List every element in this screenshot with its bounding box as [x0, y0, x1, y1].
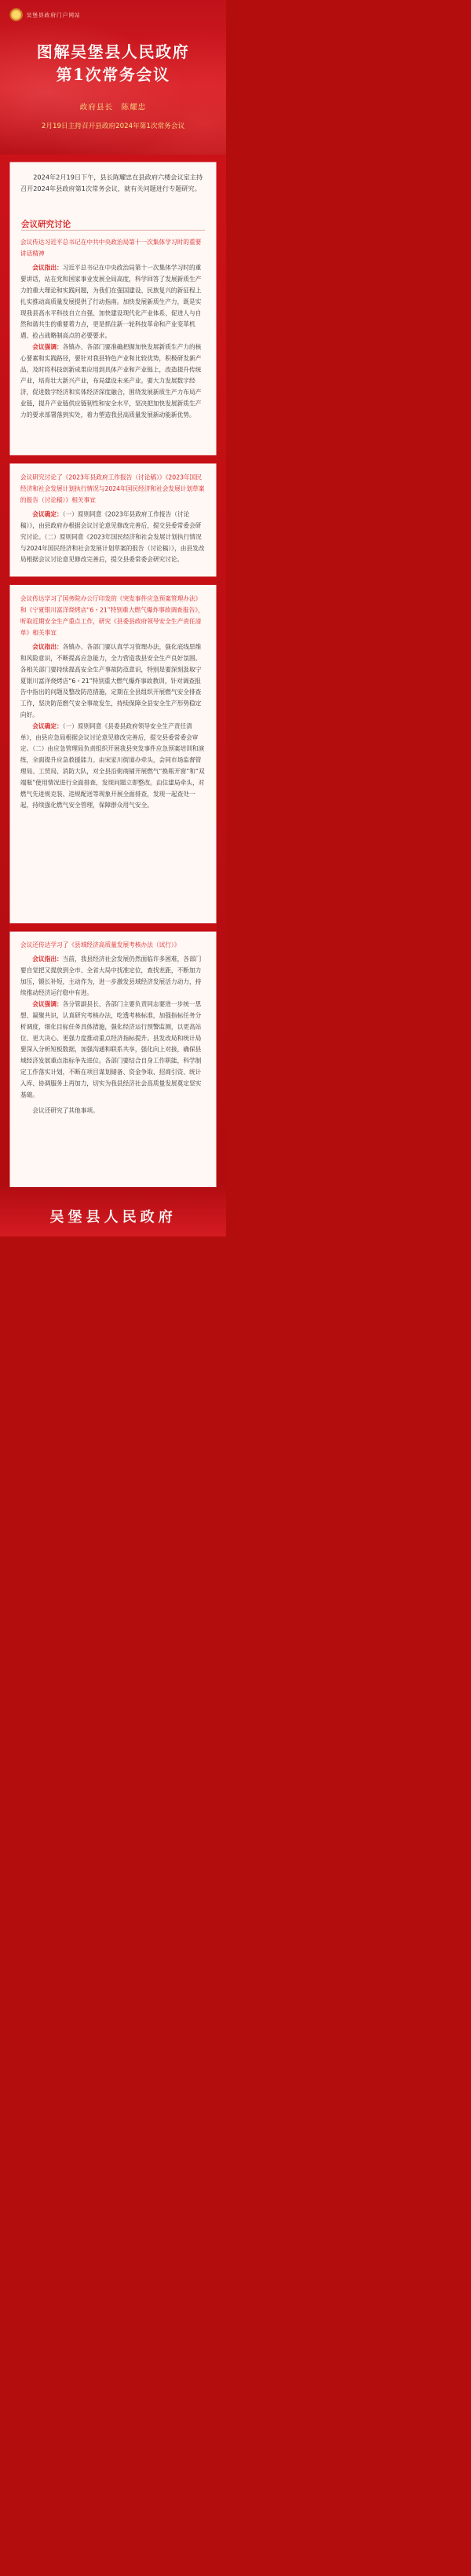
portal-name[interactable]: 吴堡县政府门户网站	[26, 12, 81, 19]
content-panel	[9, 162, 216, 1209]
label: 会议强调：	[32, 1000, 63, 1008]
section-divider	[9, 576, 216, 585]
label: 会议指出：	[32, 955, 63, 963]
label: 会议指出：	[32, 643, 63, 651]
section-1	[20, 236, 206, 420]
section-3-para-2	[20, 721, 206, 811]
closing-line: 会议还研究了其他事项。	[32, 1106, 99, 1114]
section-2-topic: 会议研究讨论了《2023年县政府工作报告（讨论稿）》《2023年国民经济和社会发展计划执行情况与2024年国民经济和社会发展计划草案的报告（讨论稿）》相关事宜	[20, 473, 205, 504]
section-4-para-1	[20, 953, 206, 999]
text: 当前，我县经济社会发展仍然面临许多困难，各部门要自觉把又提放到全市、全省大局中找准定位，查找差距，不断加力加压，锻长补短，主动作为，进一步激发县域经济发展活力动力，持续推动经济运行稳中有进。	[20, 955, 202, 997]
section-1-para-2	[20, 342, 206, 421]
text: 各镇办、各部门要准确把握加快发展新质生产力的核心要素和实践路径，要针对我县特色产业和比较优势，积极研发新产品，及时将科技创新成果应用到具体产业和产业链上，改造提升传统产业，培育壮大新兴产业，布局建设未来产业。要大力发展数字经济，促进数字经济和实体经济深度融合，围绕发展新质生产力布局产业链，提升产业链供应链韧性和安全水平，坚决把加快发展新质生产力的要求部署落到实处，着力塑造我县高质量发展新动能新优势。	[20, 343, 202, 418]
page-title-line1: 图解吴堡县人民政府	[36, 42, 190, 61]
speaker-line: 政府县长 陈耀忠	[79, 102, 147, 112]
section-3-topic: 会议传达学习了国务院办公厅印发的《突发事件应急预案管理办法》和《宁夏银川富洋烧烤店“6・21”特别重大燃气爆炸事故调查报告》，听取近期安全生产重点工作，研究《县委县政府领导安全生产责任清单》相关事宜	[20, 594, 204, 637]
header-banner	[0, 0, 226, 155]
label: 会议强调：	[32, 343, 63, 351]
section-4	[20, 939, 206, 1116]
section-1-topic: 会议传达习近平总书记在中共中央政治局第十一次集体学习时的重要讲话精神	[20, 238, 202, 258]
section-divider	[9, 455, 216, 464]
section-2	[20, 472, 206, 565]
section-heading: 会议研究讨论	[20, 219, 71, 229]
footer-banner	[0, 1187, 226, 1237]
page	[0, 0, 226, 1237]
text: 习近平总书记在中央政治局第十一次集体学习时的重要讲话，站在党和国家事业发展全局高度，科学回答了发展新质生产力的重大理论和实践问题，为我们在强国建设、民族复兴的新征程上扎实推动高质量发展提供了行动指南。加快发展新质生产力，既是实现我县高水平科技自立自强、加快建设现代化产业体系、促进人与自然和谐共生的重要着力点，更是抓住新一轮科技革命和产业变革机遇、抢占战略制高点的必要要求。	[20, 264, 202, 339]
section-1-para-1	[20, 262, 206, 342]
section-2-para-1	[20, 509, 206, 565]
section-3-para-1	[20, 641, 206, 721]
heading-underline	[21, 230, 205, 231]
label: 会议确定：	[32, 722, 63, 730]
meeting-subtitle: 2月19日主持召开县政府2024年第1次常务会议	[41, 122, 185, 130]
footer-org-name: 吴堡县人民政府	[49, 1208, 177, 1226]
section-4-topic: 会议还传达学习了《县域经济高质量发展考核办法（试行）》	[20, 941, 181, 948]
national-emblem-icon	[9, 9, 22, 21]
text: （一）原则同意《县委县政府领导安全生产责任清单》，由县应急局根据会议讨论意见修改完善后，提交县委常委会审定。（二）由应急管理局负责组织开展我县突发事件应急预案培训和演练，全面提升应急救援能力。由宋家川街道办牵头，会同市场监督管理局、工贸局、消防大队，对全县沿街商铺开展燃气“换瓶开窗”和“双端瓶”使用情况进行全面排查，发现问题立即整改。由住建局牵头，对燃气先进规克装、违规配送等现象开展全面排查，发现一起查处一起，持续强化燃气安全管理，保障群众用气安全。	[20, 722, 205, 809]
page-title-line2: 第1次常务会议	[56, 65, 170, 84]
text: 各分管副县长、各部门主要负责同志要进一步统一思想、凝聚共识，认真研究考核办法，吃透考核标准，加强指标任务分析调度，细化目标任务具体措施，强化经济运行预警监测，以更高站位、更大决心、更强力度推动重点经济指标提升。县发改局和统计局要深入分析短板数据，加强沟通和联系共享，强化向上对接，确保县域经济发展重点指标争先进位。各部门要结合自身工作职能，科学制定工作落实计划，不断在项目谋划储备、资金争取、招商引资、统计入库、协调服务上再加力，切实为我县经济社会高质量发展奠定坚实基础。	[20, 1000, 202, 1098]
label: 会议确定：	[32, 510, 63, 518]
section-4-para-2	[20, 999, 206, 1101]
text: 各镇办、各部门要认真学习管理办法，强化底线思维和风险意识，不断提高应急能力，全力营造我县安全生产良好氛围。各相关部门要持续提高安全生产事故防范意识，特别是要深刻汲取宁夏银川富洋烧烤店“6・21”特别重大燃气爆炸事故教训，针对调查报告中指出的问题及整改防范措施，定期在全县组织开展燃气安全排查工作，坚决防范燃气安全事故发生，持续保障全县安全生产形势稳定向好。	[20, 643, 202, 718]
intro-paragraph: 2024年2月19日下午，县长陈耀忠在县政府六楼会议室主持召开2024年县政府第1次常务会议，就有关问题进行专题研究。	[20, 174, 203, 193]
label: 会议指出：	[32, 264, 63, 272]
text: （一）原则同意《2023年县政府工作报告（讨论稿）》，由县政府办根据会议讨论意见修改完善后，提交县委常委会研究讨论。（二）原则同意《2023年国民经济和社会发展计划执行情况与2024年国民经济和社会发展计划草案的报告（讨论稿）》，由县发改局根据会议讨论意见修改完善后，提交县委常委会研究讨论。	[20, 510, 205, 564]
section-3	[20, 594, 206, 811]
section-divider	[9, 923, 216, 932]
